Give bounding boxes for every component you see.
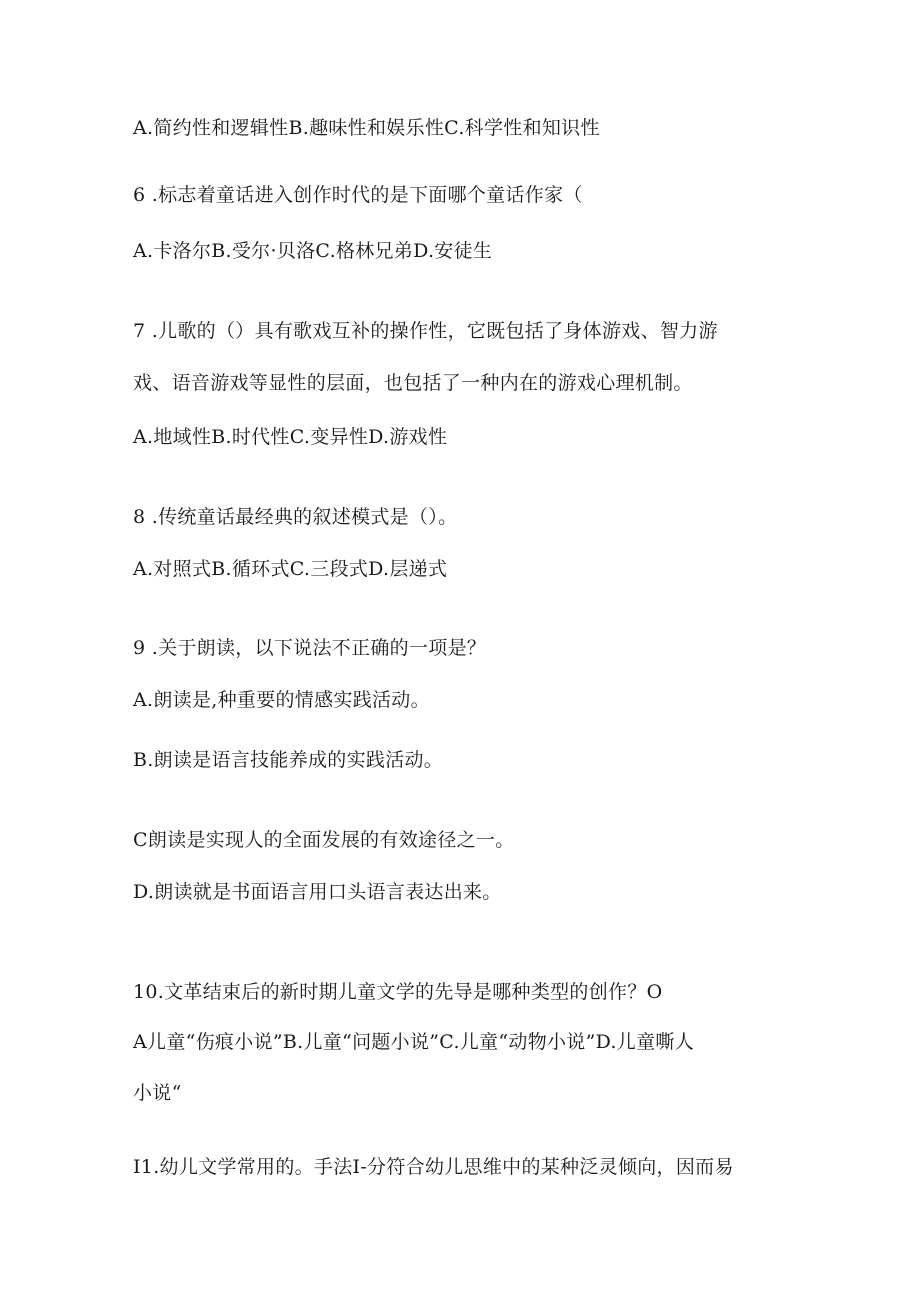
q10-question: 10.文革结束后的新时期儿童文学的先导是哪种类型的创作？O	[133, 981, 663, 1003]
q5-options: A.简约性和逻辑性B.趣味性和娱乐性C.科学性和知识性	[133, 117, 600, 139]
q10-options-line-1: A儿童“伤痕小说”B.儿童“问题小说”C.儿童“动物小说”D.儿童嘶人	[133, 1031, 694, 1053]
q11-question: I1.幼儿文学常用的。手法I-分符合幼儿思维中的某种泛灵倾向，因而易	[133, 1156, 734, 1178]
q7-options: A.地域性B.时代性C.变异性D.游戏性	[133, 426, 448, 448]
q7-question-line-2: 戏、语音游戏等显性的层面，也包括了一种内在的游戏心理机制。	[133, 372, 693, 394]
q9-option-d: D.朗读就是书面语言用口头语言表达出来。	[133, 881, 502, 903]
q8-options: A.对照式B.循环式C.三段式D.层递式	[133, 558, 448, 580]
q9-option-c: C朗读是实现人的全面发展的有效途径之一。	[133, 829, 515, 851]
q6-options: A.卡洛尔B.受尔·贝洛C.格林兄弟D.安徒生	[133, 240, 493, 262]
q9-question: 9 .关于朗读，以下说法不正确的一项是？	[133, 637, 487, 659]
q9-option-b: B.朗读是语言技能养成的实践活动。	[133, 749, 444, 771]
q6-question: 6 .标志着童话进入创作时代的是下面哪个童话作家（	[133, 184, 583, 206]
q8-question: 8 .传统童话最经典的叙述模式是（）。	[133, 506, 458, 528]
q7-question-line-1: 7 .儿歌的（）具有歌戏互补的操作性，它既包括了身体游戏、智力游	[133, 320, 718, 342]
q9-option-a: A.朗读是,种重要的情感实践活动。	[133, 689, 430, 711]
q10-options-line-2: 小说“	[133, 1082, 182, 1104]
